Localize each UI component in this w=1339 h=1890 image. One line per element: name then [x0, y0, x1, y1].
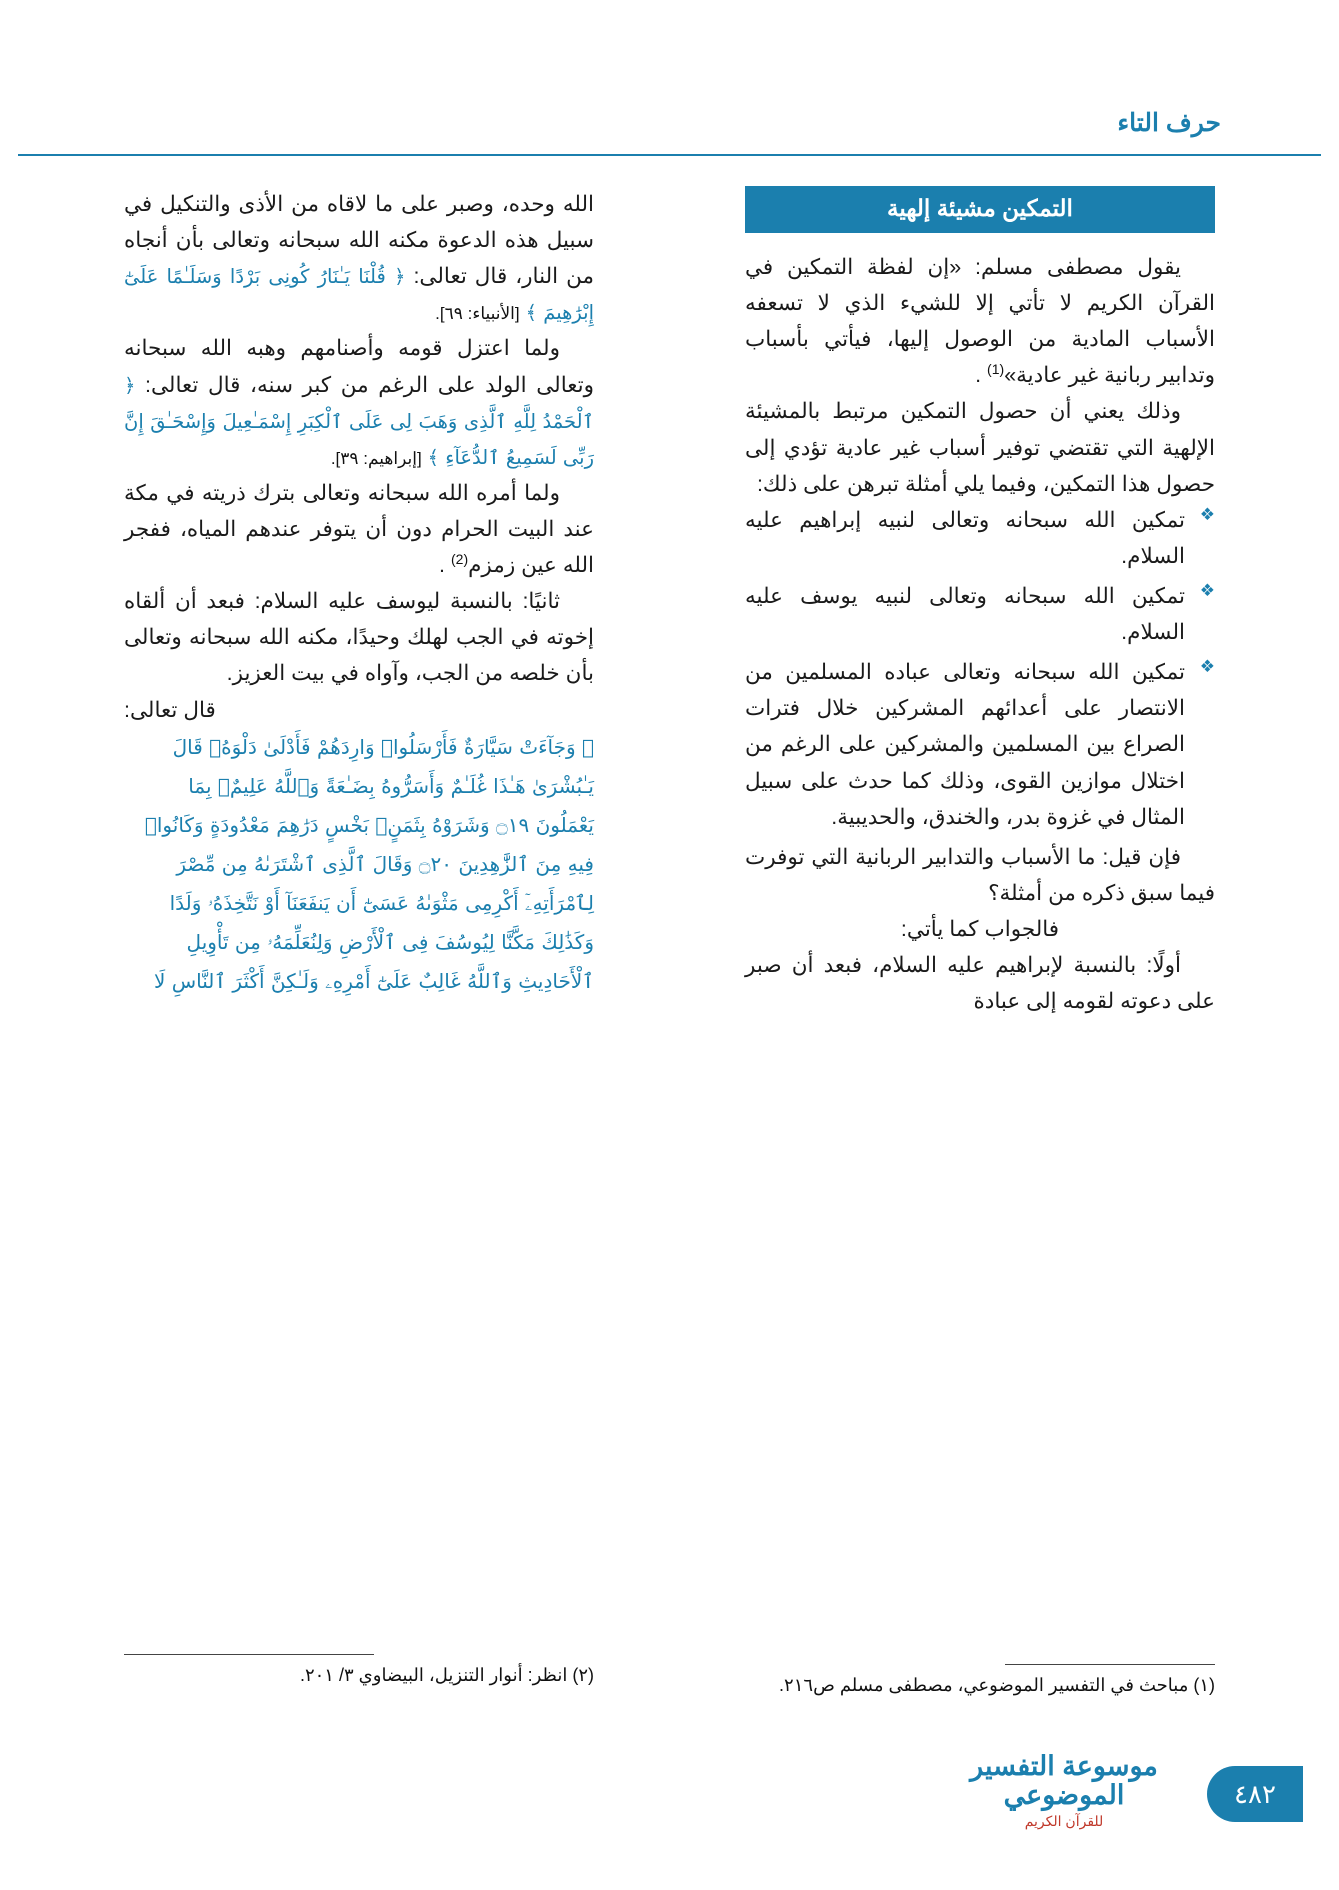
quran-reference: [إبراهيم: ٣٩]. — [330, 448, 422, 468]
logo-main-text: موسوعة التفسير الموضوعي — [970, 1750, 1158, 1811]
section-title: التمكين مشيئة إلهية — [745, 186, 1215, 233]
paragraph — [124, 692, 594, 728]
paragraph-text: ولما اعتزل قومه وأصنامهم وهبه الله سبحانه وتعالى الولد على الرغم من كبر سنه، قال تعالى: — [124, 336, 594, 397]
quran-verse-block: ﴿ وَجَآءَتْ سَيَّارَةٌ فَأَرْسَلُوا۟ وَارِدَهُمْ فَأَدْلَىٰ دَلْوَهُۥ قَالَ يَـٰبُشْرَىٰ هَـٰذَا غُلَـٰمٌ وَأَسَرُّوهُ بِضَـٰعَةً وَٱللَّهُ عَلِيمٌۢ بِمَا يَعْمَلُونَ ۝١٩ وَشَرَوْهُ بِثَمَنٍۭ بَخْسٍ دَرَٰهِمَ مَعْدُودَةٍ وَكَانُوا۟ فِيهِ مِنَ ٱلزَّٰهِدِينَ ۝٢٠ وَقَالَ ٱلَّذِى ٱشْتَرَىٰهُ مِن مِّصْرَ لِٱمْرَأَتِهِۦٓ أَكْرِمِى مَثْوَىٰهُ عَسَىٰٓ أَن يَنفَعَنَآ أَوْ نَتَّخِذَهُۥ وَلَدًا وَكَذَٰلِكَ مَكَّنَّا لِيُوسُفَ فِى ٱلْأَرْضِ وَلِنُعَلِّمَهُۥ مِن تَأْوِيلِ ٱلْأَحَادِيثِ وَٱللَّهُ غَالِبٌ عَلَىٰٓ أَمْرِهِۦ وَلَـٰكِنَّ أَكْثَرَ ٱلنَّاسِ لَا — [144, 734, 594, 993]
page-header — [18, 108, 1321, 160]
page-footer — [0, 1734, 1339, 1844]
quran-reference: [الأنبياء: ٦٩]. — [435, 304, 520, 324]
paragraph: فالجواب كما يأتي: — [900, 916, 1060, 941]
paragraph — [124, 330, 594, 474]
paragraph: وذلك يعني أن حصول التمكين مرتبط بالمشيئة الإلهية التي تقتضي توفير أسباب غير عادية تؤدي إلى حصول هذا التمكين، وفيما يلي أمثلة تبرهن على ذلك: — [745, 399, 1215, 496]
footnote-marker: (1) — [987, 361, 1005, 378]
paragraph: فإن قيل: ما الأسباب والتدابير الربانية التي توفرت فيما سبق ذكره من أمثلة؟ — [745, 844, 1215, 905]
page-number: ٤٨٢ — [1207, 1766, 1303, 1822]
footnote-right — [745, 1664, 1215, 1700]
paragraph-text: الله وحده، وصبر على ما لاقاه من الأذى والتنكيل في سبيل هذه الدعوة مكنه الله سبحانه وتعالى بأن أنجاه من النار، قال تعالى: — [124, 192, 594, 289]
footnote-divider — [1005, 1664, 1215, 1666]
header-title: حرف التاء — [1117, 109, 1221, 137]
list-item-label: تمكين الله سبحانه وتعالى عباده المسلمين من الانتصار على أعدائهم المشركين خلال فترات الصراع بين المسلمين والمشركين على الرغم من اختلال موازين القوى، وذلك كما حدث على سبيل المثال في غزوة بدر، والخندق، والحديبية. — [745, 660, 1185, 829]
flower-bullet-icon: ❖ — [1199, 504, 1215, 524]
list-item — [745, 578, 1215, 650]
publisher-logo — [939, 1752, 1189, 1830]
list-item-label: تمكين الله سبحانه وتعالى لنبيه إبراهيم عليه السلام. — [745, 507, 1185, 568]
footnote-divider — [124, 1654, 374, 1656]
right-column — [745, 186, 1215, 1019]
list-item — [745, 654, 1215, 835]
paragraph-text: ولما أمره الله سبحانه وتعالى بترك ذريته في مكة عند البيت الحرام دون أن يتوفر عندهم المياه، ففجر الله عين زمزم — [124, 480, 594, 578]
footnote-text: (١) مباحث في التفسير الموضوعي، مصطفى مسلم ص٢١٦. — [779, 1675, 1215, 1696]
footnote-text: (٢) انظر: أنوار التنزيل، البيضاوي ٣/ ٢٠١. — [299, 1665, 594, 1686]
list-item-label: تمكين الله سبحانه وتعالى لنبيه يوسف عليه السلام. — [745, 583, 1185, 645]
logo-sub-text: للقرآن الكريم — [1024, 1813, 1104, 1829]
list-item — [745, 502, 1215, 574]
paragraph: أولًا: بالنسبة لإبراهيم عليه السلام، فبعد أن صبر على دعوته لقومه إلى عبادة — [745, 953, 1215, 1014]
paragraph: ولما أمره الله سبحانه وتعالى بترك ذريته في مكة عند البيت الحرام دون أن يتوفر عندهم المياه، ففجر الله عين زمزم$^{(2)}$ . — [124, 480, 594, 578]
bullet-list — [745, 502, 1215, 835]
paragraph-text: يقول مصطفى مسلم: «إن لفظة التمكين في القرآن الكريم لا تأتي إلا للشيء الذي لا تسعفه الأسباب المادية من الوصول إليها، فيأتي بأسباب وتدابير ربانية غير عادية» — [745, 255, 1215, 388]
left-column — [124, 186, 594, 1001]
quran-verse: ﴿ ٱلْحَمْدُ لِلَّهِ ٱلَّذِى وَهَبَ لِى عَلَى ٱلْكِبَرِ إِسْمَـٰعِيلَ وَإِسْحَـٰقَ إِنَّ رَبِّى لَسَمِيعُ ٱلدُّعَآءِ ﴾ — [124, 373, 594, 469]
flower-bullet-icon: ❖ — [1199, 657, 1215, 677]
paragraph: ثانيًا: بالنسبة ليوسف عليه السلام: فبعد أن ألقاه إخوته في الجب لهلك وحيدًا، مكنه الله سبحانه وتعالى بأن خلصه من الجب، وآواه في بيت العزيز. — [124, 589, 594, 686]
flower-bullet-icon: ❖ — [1199, 580, 1215, 600]
paragraph — [124, 186, 594, 330]
footnote-marker: (2) — [450, 550, 469, 567]
footnote-left — [124, 1654, 594, 1690]
paragraph: يقول مصطفى مسلم: «إن لفظة التمكين في القرآن الكريم لا تأتي إلا للشيء الذي لا تسعفه الأسباب المادية من الوصول إليها، فيأتي بأسباب وتدابير ربانية غير عادية»$^{(1)}$ . — [745, 255, 1215, 388]
paragraph-text: قال تعالى: — [124, 697, 216, 722]
header-divider — [18, 154, 1321, 156]
quran-verse: ﴿ قُلْنَا يَـٰنَارُ كُونِى بَرْدًا وَسَلَـٰمًا عَلَىٰٓ إِبْرَٰهِيمَ ﴾ — [124, 265, 594, 325]
